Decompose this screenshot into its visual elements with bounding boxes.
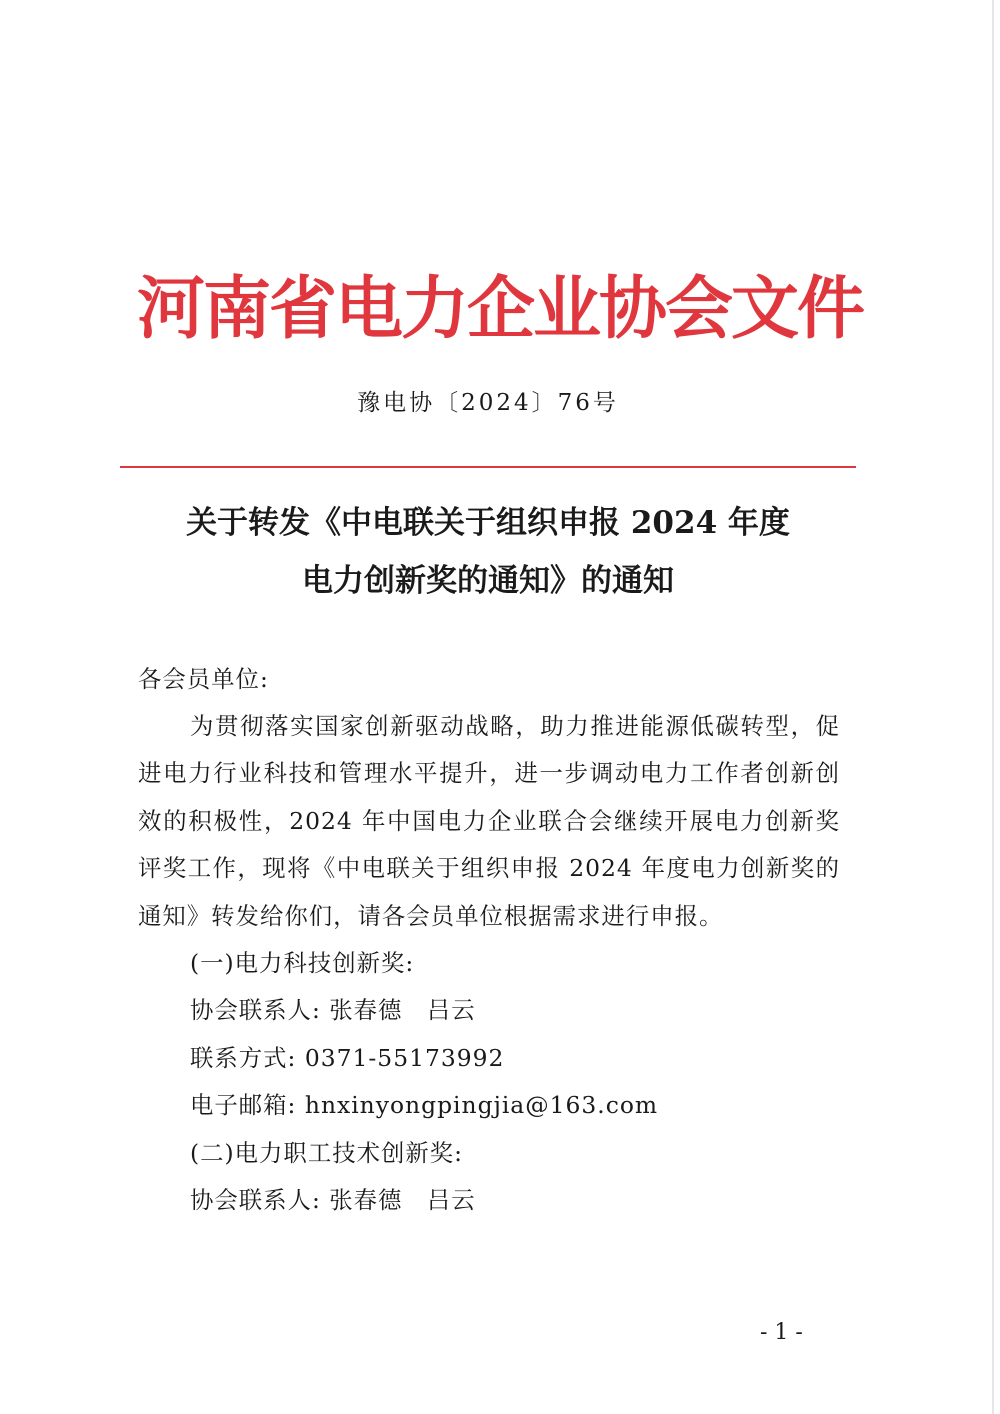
section-heading-tech-innovation: (一)电力科技创新奖: (190, 949, 415, 978)
red-divider-line (120, 466, 856, 468)
main-paragraph: 为贯彻落实国家创新驱动战略，助力推进能源低碳转型，促进电力行业科技和管理水平提升，进一步调动电力工作者创新创效的积极性，2024 年中国电力企业联合会继续开展电力创新奖评奖工作，现将《中电联关于组织申报 2024 年度电力创新奖的通知》转发给你们，请各会员单位根据需求进行申报。 (138, 712, 840, 930)
document-body (138, 656, 840, 1224)
salutation: 各会员单位: (138, 665, 269, 693)
page-number: - 1 - (760, 1320, 803, 1345)
contact-persons-2: 协会联系人: 张春德 吕云 (190, 1185, 476, 1214)
issuer-file-title: 河南省电力企业协会文件 (136, 270, 863, 349)
document-subject (100, 494, 876, 610)
scan-edge (992, 0, 994, 1414)
contact-phone: 联系方式: 0371-55173992 (190, 1043, 505, 1072)
document-number: 豫电协〔2024〕76号 (357, 390, 619, 416)
subject-line-1: 关于转发《中电联关于组织申报 2024 年度 (186, 505, 790, 541)
subject-line-2: 电力创新奖的通知》的通知 (302, 563, 674, 599)
contact-email: 电子邮箱: hnxinyongpingjia@163.com (190, 1091, 659, 1120)
contact-persons: 协会联系人: 张春德 吕云 (190, 996, 476, 1025)
section-heading-worker-innovation: (二)电力职工技术创新奖: (190, 1138, 464, 1167)
